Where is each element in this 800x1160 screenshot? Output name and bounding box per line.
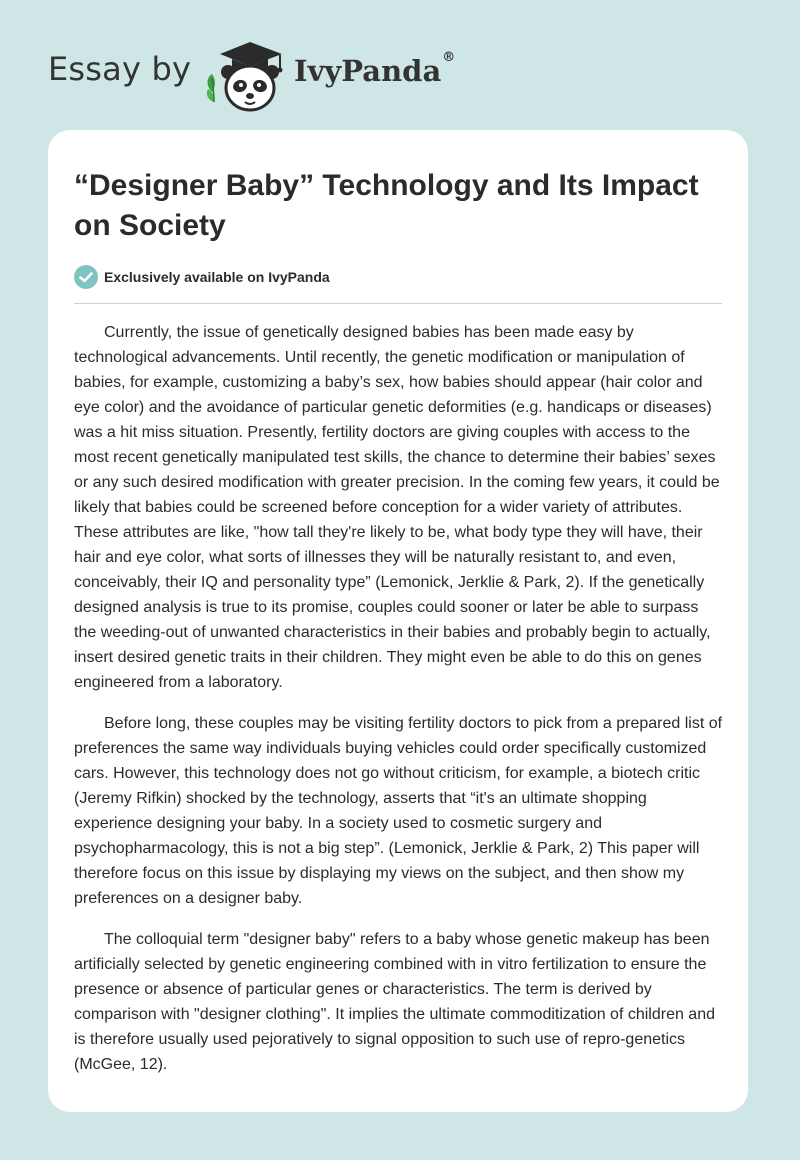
essay-by-label: Essay by (48, 50, 192, 88)
essay-card (48, 130, 748, 1112)
check-circle-icon (74, 265, 98, 289)
site-header (0, 0, 800, 130)
essay-body (74, 320, 724, 1093)
brand-logo-text[interactable] (294, 50, 456, 88)
badge-label: Exclusively available on IvyPanda (104, 269, 330, 285)
registered-mark: ® (442, 50, 456, 65)
paragraph: Currently, the issue of genetically designed babies has been made easy by technological advancements. Until recently, the genetic modification or manipulation of babies, for example, customizing a baby’s sex, how babies should appear (hair color and eye color) and the avoidance of particular genetic deformities (e.g. handicaps or diseases) was a hit miss situation. Presently, fertility doctors are giving couples with access to the most recent genetically manipulated test skills, the chance to determine their babies’ sexes or any such desired modification with greater precision. In the coming few years, it could be likely that babies could be screened before conception for a wider variety of attributes. These attributes are like, "how tall they're likely to be, what body type they will have, their hair and eye color, what sorts of illnesses they will be naturally resistant to, and even, conceivably, their IQ and personality type” (Lemonick, Jerklie & Park, 2). If the genetically designed analysis is true to its promise, couples could sooner or later be able to surpass the weeding-out of unwanted characteristics in their babies and probably begin to actually, insert desired genetic traits in their children. They might even be able to do this on genes engineered from a laboratory. (74, 324, 720, 691)
panda-graduation-cap-icon[interactable] (200, 34, 290, 114)
page-title: “Designer Baby” Technology and Its Impact on Society (74, 169, 699, 242)
paragraph: Before long, these couples may be visiting fertility doctors to pick from a prepared list of preferences the same way individuals buying vehicles could order specifically customized cars. However, this technology does not go without criticism, for example, a biotech critic (Jeremy Rifkin) shocked by the technology, asserts that “it's an ultimate shopping experience designing your baby. In a society used to cosmetic surgery and psychopharmacology, this is not a big step”. (Lemonick, Jerklie & Park, 2) This paper will therefore focus on this issue by displaying my views on the subject, and then show my preferences on a designer baby. (74, 715, 723, 907)
paragraph: The colloquial term "designer baby" refers to a baby whose genetic makeup has been artificially selected by genetic engineering combined with in vitro fertilization to ensure the presence or absence of particular genes or characteristics. The term is derived by comparison with "designer clothing". It implies the ultimate commoditization of children and is therefore usually used pejoratively to signal opposition to such use of repro-genetics (McGee, 12). (74, 931, 715, 1073)
exclusive-badge (74, 264, 330, 290)
divider (74, 303, 722, 304)
leaf-icon (207, 74, 215, 102)
brand-name: IvyPanda (294, 54, 442, 88)
